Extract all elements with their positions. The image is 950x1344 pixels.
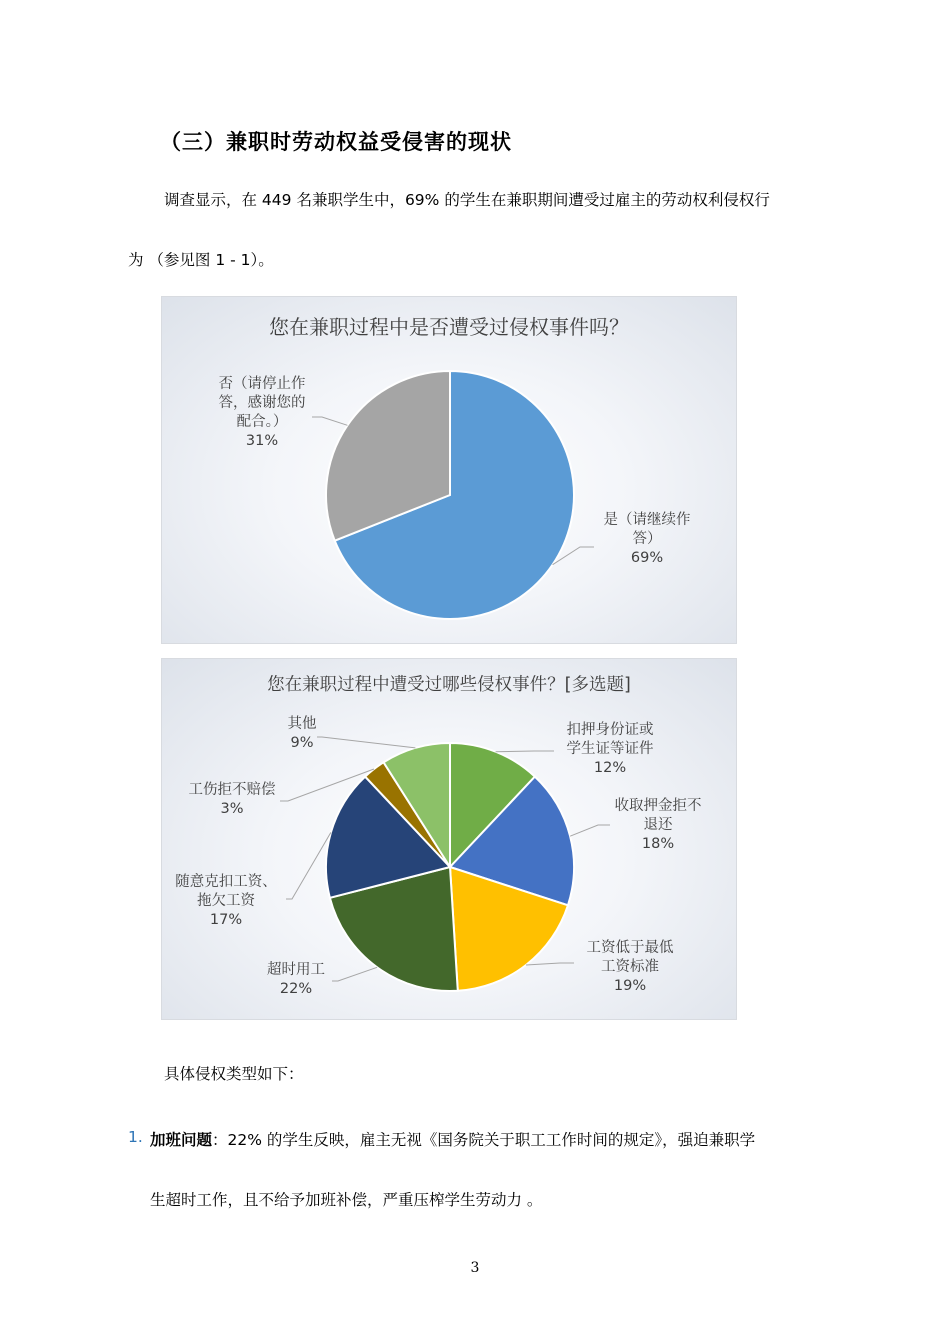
pie-chart-1-title: 您在兼职过程中是否遭受过侵权事件吗？: [269, 315, 629, 339]
slice-label-0-1: [202, 375, 322, 451]
slice-label-line: 工资低于最低: [586, 940, 674, 956]
slice-label-line: 其他: [287, 716, 317, 732]
slice-label-1-2: [572, 939, 688, 996]
list-item-1-title: 加班问题: [150, 1131, 213, 1149]
slice-label-line: 拖欠工资: [197, 893, 255, 909]
slice-percent: 18%: [641, 836, 675, 852]
pie-chart-infringement-types: [161, 658, 737, 1020]
intro-paragraph-line1: 调查显示，在 449 名兼职学生中，69% 的学生在兼职期间遭受过雇主的劳动权利侵权行: [164, 191, 770, 209]
slice-label-1-6: [272, 715, 332, 753]
slice-label-1-5: [172, 781, 292, 819]
slice-label-line: 收取押金拒不: [614, 798, 702, 814]
slice-label-line: 工资标准: [601, 959, 659, 975]
slice-label-line: 学生证等证件: [566, 741, 654, 757]
slice-label-line: 答，感谢您的: [218, 395, 306, 411]
slice-label-1-1: [602, 797, 714, 854]
slice-label-line: 随意克扣工资、: [175, 874, 277, 890]
leader-line-1-0: [496, 751, 554, 752]
leader-line-1-4: [286, 832, 331, 899]
list-item-number: 1.: [128, 1128, 143, 1146]
pie-chart-infringement-yes-no: [161, 296, 737, 644]
list-item-1-line1: [150, 1128, 755, 1150]
slice-percent: 31%: [245, 433, 279, 449]
slice-label-0-0: [592, 511, 702, 568]
slice-label-1-4: [164, 873, 288, 930]
slice-label-line: 扣押身份证或: [566, 722, 654, 738]
slice-percent: 69%: [630, 550, 664, 566]
pie-chart-2-title: 您在兼职过程中遭受过哪些侵权事件？[多选题]: [267, 675, 631, 695]
slice-label-line: 退还: [643, 817, 673, 833]
list-item-1-line2: 生超时工作，且不给予加班补偿，严重压榨学生劳动力 。: [150, 1191, 543, 1209]
slice-percent: 3%: [220, 801, 244, 817]
slice-percent: 22%: [279, 981, 313, 997]
slice-label-line: 超时用工: [267, 962, 325, 978]
leader-line-1-2: [526, 963, 574, 965]
slice-label-line: 是（请继续作: [603, 512, 691, 528]
slice-label-line: 答）: [632, 531, 662, 547]
types-intro: 具体侵权类型如下：: [164, 1065, 304, 1083]
slice-label-1-3: [254, 961, 338, 999]
slice-percent: 19%: [613, 978, 647, 994]
slice-percent: 17%: [209, 912, 243, 928]
section-heading: （三）兼职时劳动权益受侵害的现状: [160, 130, 512, 154]
pie-chart-1-canvas: [162, 297, 738, 645]
leader-line-1-3: [332, 967, 377, 981]
intro-paragraph-line2: 为 （参见图 1 - 1）。: [128, 251, 274, 269]
slice-percent: 12%: [593, 760, 627, 776]
list-item-1-text: ：22% 的学生反映，雇主无视《国务院关于职工工作时间的规定》，强迫兼职学: [212, 1131, 756, 1149]
page-number: 3: [470, 1260, 480, 1276]
slice-label-1-0: [554, 721, 666, 778]
slice-label-line: 否（请停止作: [218, 376, 306, 392]
slice-label-line: 配合。）: [236, 414, 288, 430]
slice-label-line: 工伤拒不赔偿: [188, 782, 276, 798]
slice-percent: 9%: [290, 735, 314, 751]
